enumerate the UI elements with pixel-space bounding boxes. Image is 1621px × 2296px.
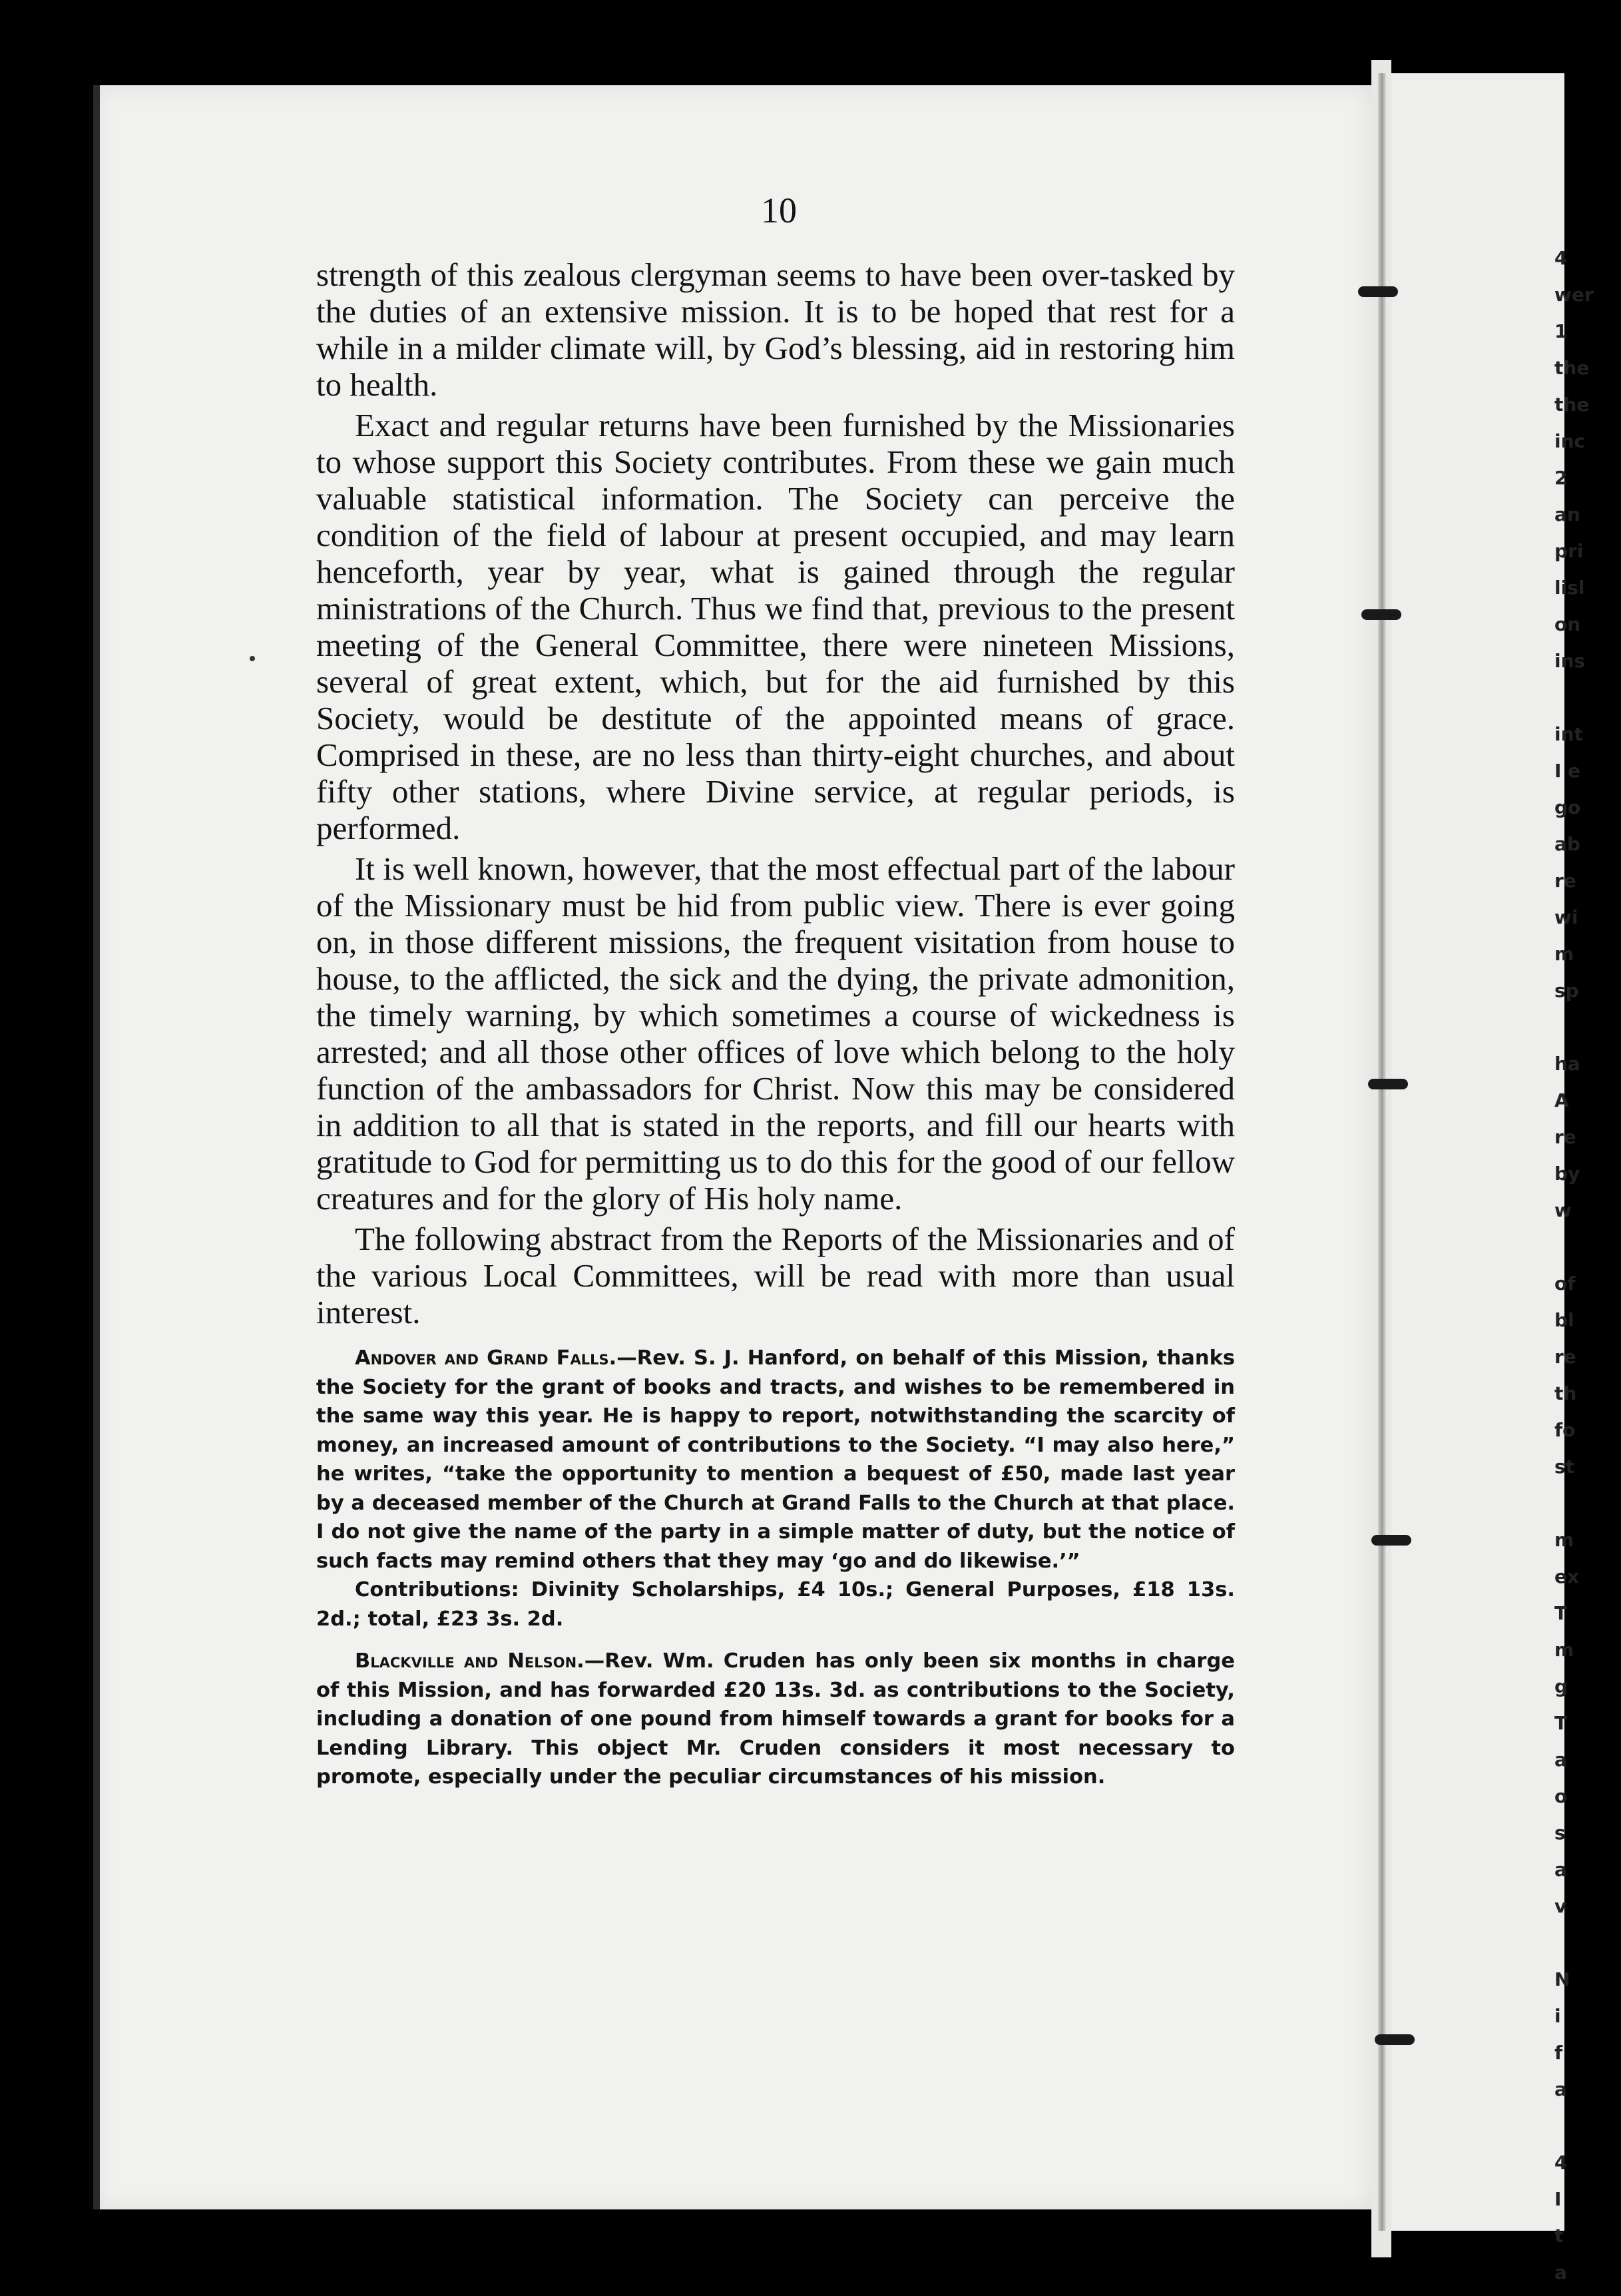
facing-page-fragment: pri [1554,540,1584,562]
facing-page-fragment: ins [1554,650,1586,672]
facing-page-fragment: bl [1554,1309,1574,1331]
page-edge-shadow [93,85,100,2209]
facing-page-fragment: w [1554,1199,1572,1221]
paragraph: The following abstract from the Reports of the Missionaries and of the various Local Committees, will be read with more than usual interest. [316,1221,1235,1330]
facing-page-fragment: re [1554,1346,1576,1368]
facing-page-fragment: ex [1554,1566,1580,1587]
facing-page-fragment [1554,1924,1621,1961]
facing-page-fragment: int [1554,723,1583,745]
report-text: —Rev. S. J. Hanford, on behalf of this Mission, thanks the Society for the grant of books and tracts, and wishes to be remembered in the same way this year. He is happy to report, notwithstanding the scarcity of money, an increased amount of contributions to the Society. “I may also here,” he writes, “take the opportunity to mention a bequest of £50, made last year by a deceased member of the Church at Grand Falls to the Church at that place. I do not give the name of the party in a simple matter of duty, but the notice of such facts may remind others that they may ‘go and do likewise.’” [316,1346,1236,1573]
binding-stitch [1371,1535,1411,1546]
facing-page-fragment: lisl [1554,577,1585,599]
facing-page-fragment: 4 [1554,2152,1568,2173]
paragraph: strength of this zealous clergyman seems to have been over-tasked by the duties of an extensive mission. It is to be hoped that rest for a while in a milder climate will, by God’s blessing, aid in restoring him to health. [316,256,1235,403]
facing-page-fragment: a [1554,1859,1567,1880]
paragraph: It is well known, however, that the most effectual part of the labour of the Missionary must be hid from public view. There is ever going on, in those different missions, the frequent visitation from house to house, to the afflicted, the sick and the dying, the private admonition, the timely warning, by which sometimes a course of wickedness is arrested; and all those other offices of love which belong to the holy function of the ambassadors for Christ. Now this may be considered in addition to all that is stated in the reports, and fill our hearts with gratitude to God for permitting us to do this for the good of our fellow creatures and for the glory of His holy name. [316,850,1235,1217]
facing-page-fragment: the [1554,394,1590,416]
facing-page-fragment: sp [1554,980,1579,1002]
report-contributions: Contributions: Divinity Scholarships, £4 10s.; General Purposes, £18 13s. 2d.; total, £23 3s. 2d. [316,1578,1235,1631]
page-body [316,256,1235,1792]
facing-page-fragment: o [1554,1785,1568,1807]
facing-page-fragment: T [1554,1602,1568,1624]
report-text: —Rev. Wm. Cruden has only been six months in charge of this Mission, and has forwarded £20 13s. 3d. as contributions to the Society, including a donation of one pound from himself towards a grant for books for a Lending Library. This object Mr. Cruden considers it most necessary to promote, especially under the peculiar circumstances of his mission. [316,1649,1235,1789]
facing-page-fragment: st [1554,1456,1575,1478]
facing-page-fragment: wi [1554,906,1578,928]
facing-page-fragment: I [1554,2188,1562,2210]
binding-stitch [1358,286,1398,297]
facing-page-fragment [1554,679,1621,716]
report-heading: Blackville and Nelson. [355,1649,584,1673]
facing-page-fragment: m [1554,1529,1574,1551]
facing-page [1391,73,1564,2231]
paragraph: Exact and regular returns have been furnished by the Missionaries to whose support this Society contributes. From these we gain much valuable statistical information. The Society can perceive the condition of the field of labour at present occupied, and may learn henceforth, year by year, what is gained through the regular ministrations of the Church. Thus we find that, previous to the present meeting of the General Committee, there were nineteen Missions, several of great extent, which, but for the aid furnished by this Society, would be destitute of the appointed means of grace. Comprised in these, are no less than thirty-eight churches, and about fifty other stations, where Divine service, at regular periods, is performed. [316,407,1235,846]
facing-page-fragment: ha [1554,1053,1580,1075]
page-fold [1378,73,1386,2231]
binding-stitch [1368,1079,1408,1089]
facing-page-fragment: an [1554,503,1580,525]
page-number: 10 [761,190,797,230]
facing-page-fragment: on [1554,613,1581,635]
facing-page-fragment: by [1554,1163,1580,1185]
facing-page-fragment [1554,1009,1621,1045]
report-andover [316,1344,1235,1576]
facing-page-fragment: th [1554,1382,1577,1404]
facing-page-fragment: re [1554,870,1576,892]
facing-page-fragment: inc [1554,430,1586,452]
facing-page-fragment [1554,2108,1621,2144]
facing-page-fragment: m [1554,943,1574,965]
facing-page-fragment: a [1554,1749,1567,1771]
facing-page-fragment: g [1554,1675,1568,1697]
facing-page-fragment: T [1554,1712,1568,1734]
facing-page-fragment: a [1554,2078,1567,2100]
facing-page-fragment [1554,1229,1621,1265]
report-blackville [316,1647,1235,1792]
facing-page-fragment: m [1554,1639,1574,1661]
facing-page-fragment: i [1554,2005,1561,2027]
facing-page-fragment: a [1554,2261,1567,2283]
binding-stitch [1375,2034,1415,2045]
ink-speck [250,656,255,661]
facing-page-fragment: I e [1554,760,1581,782]
facing-page-fragment: v [1554,1895,1567,1917]
facing-page-fragment: 1 [1554,320,1568,342]
facing-page-fragment: of [1554,1273,1576,1294]
facing-page-fragment: 4 [1554,247,1568,269]
facing-page-fragment: s [1554,1822,1566,1844]
facing-page-fragment: ab [1554,833,1580,855]
binding-stitch [1361,609,1401,620]
facing-page-fragment [1554,1485,1621,1522]
report-heading: Andover and Grand Falls. [355,1346,617,1370]
facing-page-fragment: A [1554,1089,1569,1111]
facing-page-fragment: fo [1554,1419,1576,1441]
facing-page-text [1554,240,1621,2291]
facing-page-fragment: f [1554,2042,1563,2064]
facing-page-fragment: N [1554,1968,1570,1990]
facing-page-fragment: go [1554,796,1581,818]
facing-page-fragment: 2 [1554,467,1568,489]
facing-page-fragment: wer [1554,284,1594,306]
facing-page-fragment: re [1554,1126,1576,1148]
facing-page-fragment: the [1554,357,1590,379]
facing-page-fragment: t [1554,2225,1564,2247]
